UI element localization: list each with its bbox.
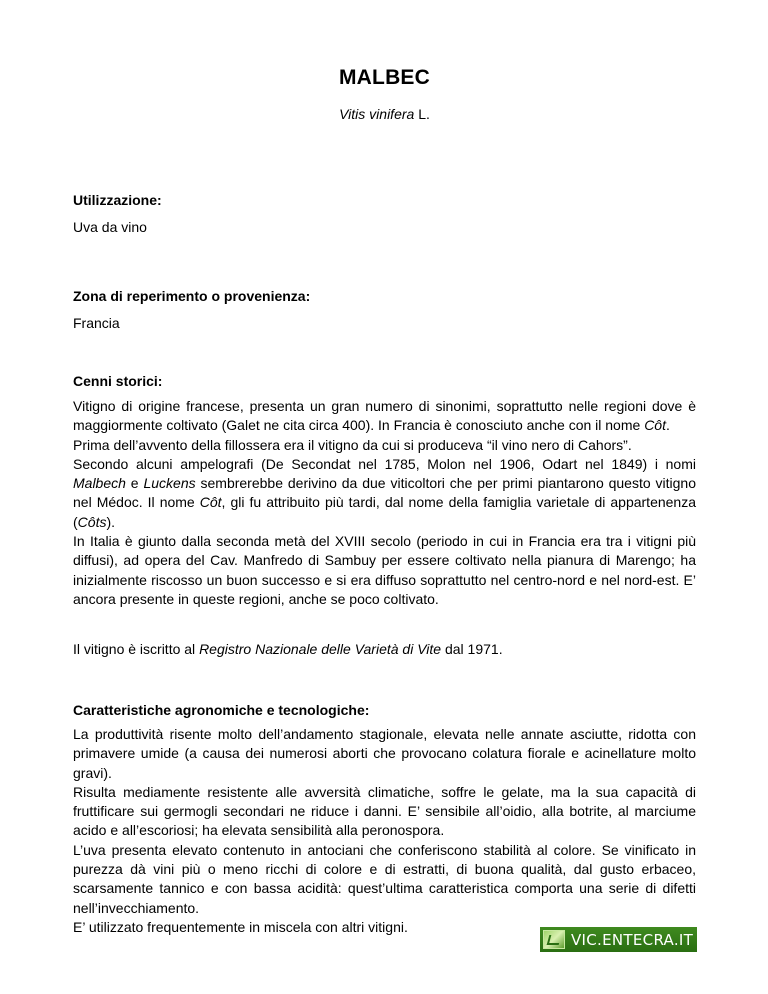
species-name: Vitis vinifera [339, 106, 415, 122]
section-text-zona: Francia [73, 315, 120, 331]
paragraph: Risulta mediamente resistente alle avversità climatiche, soffre le gelate, ma la sua capacità di fruttificare sui germogli secondari ne riduce i danni. E’ sensibile all’oidio, alla botrite, al marciume acido e all’escoriosi; ha elevata sensibilità alla peronospora. [73, 783, 696, 839]
leaf-logo-icon [543, 930, 565, 949]
page-subtitle [73, 106, 696, 122]
species-author: L. [418, 106, 430, 122]
paragraph: Secondo alcuni ampelografi (De Secondat nel 1785, Molon nel 1906, Odart nel 1849) i nomi Malbech e Luckens sembrerebbe derivino da due viticoltori che per primi piantarono questo vitigno nel Médoc. Il nome Côt, gli fu attribuito più tardi, dal nome della famiglia varietale di appartenenza (Côts). [73, 455, 696, 530]
registro-note: Il vitigno è iscritto al Registro Nazionale delle Varietà di Vite dal 1971. [73, 641, 503, 657]
page-title: MALBEC [338, 66, 431, 89]
paragraph: L’uva presenta elevato contenuto in antociani che conferiscono stabilità al colore. Se vinificato in purezza dà vini più o meno ricchi di colore e di estratti, di buona qualità, dal gusto erbaceo, scarsamente tannico e con bassa acidità: quest’ultima caratteristica comporta una serie di difetti nell’invecchiamento. [73, 841, 696, 916]
paragraph: Vitigno di origine francese, presenta un gran numero di sinonimi, soprattutto nelle regioni dove è maggiormente coltivato (Galet ne cita circa 400). In Francia è conosciuto anche con il nome Côt. [73, 398, 696, 434]
section-text-cenni-storici [73, 397, 696, 609]
paragraph: Prima dell’avvento della fillossera era il vitigno da cui si produceva “il vino nero di Cahors”. [73, 436, 632, 453]
section-heading-cenni-storici: Cenni storici: [73, 373, 163, 389]
section-heading-zona: Zona di reperimento o provenienza: [73, 288, 311, 304]
site-logo[interactable] [540, 927, 697, 952]
section-text-caratteristiche [73, 725, 696, 937]
paragraph: In Italia è giunto dalla seconda metà del XVIII secolo (periodo in cui in Francia era tra i vitigni più diffusi), ad opera del Cav. Manfredo di Sambuy per essere coltivato nella pianura di Marengo; ha inizialmente riscosso un buon successo e si era diffuso soprattutto nel centro-nord e nel nord-est. E’ ancora presente in queste regioni, anche se poco coltivato. [73, 533, 696, 607]
section-text-utilizzazione: Uva da vino [73, 219, 147, 235]
paragraph: La produttività risente molto dell’andamento stagionale, elevata nelle annate asciutte, ridotta con primavere umide (a causa dei numerosi aborti che provocano colatura fiorale e acinellature molto gravi). [73, 726, 696, 781]
document-page [73, 0, 696, 994]
paragraph: E’ utilizzato frequentemente in miscela con altri vitigni. [73, 918, 408, 935]
section-heading-utilizzazione: Utilizzazione: [73, 192, 162, 208]
section-heading-caratteristiche: Caratteristiche agronomiche e tecnologiche: [73, 702, 370, 718]
site-logo-text: VIC.ENTECRA.IT [571, 930, 694, 949]
